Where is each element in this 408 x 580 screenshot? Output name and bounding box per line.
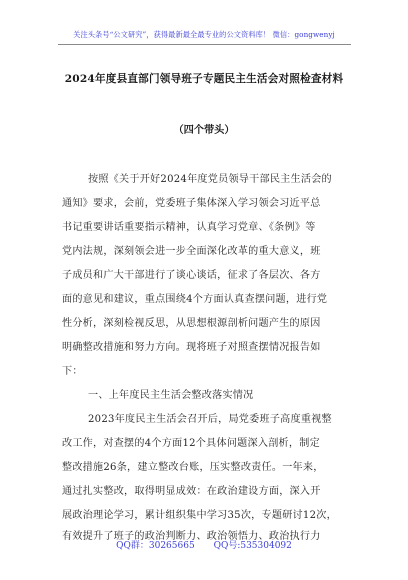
footer-qq-group: QQ群：30265665 — [116, 541, 195, 551]
paragraph-line: 通过扎实整改，取得明显成效：在政治建设方面，深入开 — [62, 486, 321, 497]
paragraph-line: 下： — [62, 366, 83, 377]
paragraph-line: 展政治理论学习，累计组织集中学习35次，专题研讨12次， — [62, 510, 337, 521]
header-divider — [58, 44, 351, 45]
paragraph-line: 性分析，深刻检视反思，从思想根源剖析问题产生的原因 — [62, 318, 321, 329]
paragraph-line: 通知》要求，会前，党委班子集体深入学习领会习近平总 — [62, 198, 321, 209]
paragraph-line: 有效提升了班子的政治判断力、政治领悟力、政治执行力 — [62, 531, 321, 542]
footer-contact — [0, 538, 408, 551]
header-banner: 关注头条号“公文研究”，获得最新最全最专业的公文资料库！ 微信：gongwenyj — [73, 30, 335, 39]
paragraph-line: 明确整改措施和努力方向。现将班子对照查摆情况报告如 — [62, 342, 321, 353]
document-subtitle: （四个带头） — [173, 124, 235, 136]
paragraph-line: 书记重要讲话重要指示精神，认真学习党章、《条例》等 — [62, 222, 316, 233]
paragraph-line: 整改措施26条，建立整改台账，压实整改责任。一年来， — [62, 462, 324, 473]
document-title: 2024年度县直部门领导班子专题民主生活会对照检查材料 — [64, 73, 344, 85]
paragraph-line: 党内法规，深刻领会进一步全面深化改革的重大意义，班 — [62, 246, 321, 257]
paragraph-line: 改工作，对查摆的4个方面12个具体问题深入剖析，制定 — [62, 438, 320, 449]
paragraph-line: 按照《关于开好2024年度党员领导干部民主生活会的 — [88, 174, 332, 185]
paragraph-line: 面的意见和建议，重点围绕4个方面认真查摆问题，进行党 — [62, 294, 328, 305]
paragraph-line: 子成员和广大干部进行了谈心谈话，征求了各层次、各方 — [62, 270, 321, 281]
paragraph-line: 2023年度民主生活会召开后，局党委班子高度重视整 — [88, 414, 332, 425]
section-heading: 一、上年度民主生活会整改落实情况 — [88, 390, 254, 401]
footer-qq-number: QQ号:535304092 — [213, 541, 292, 551]
